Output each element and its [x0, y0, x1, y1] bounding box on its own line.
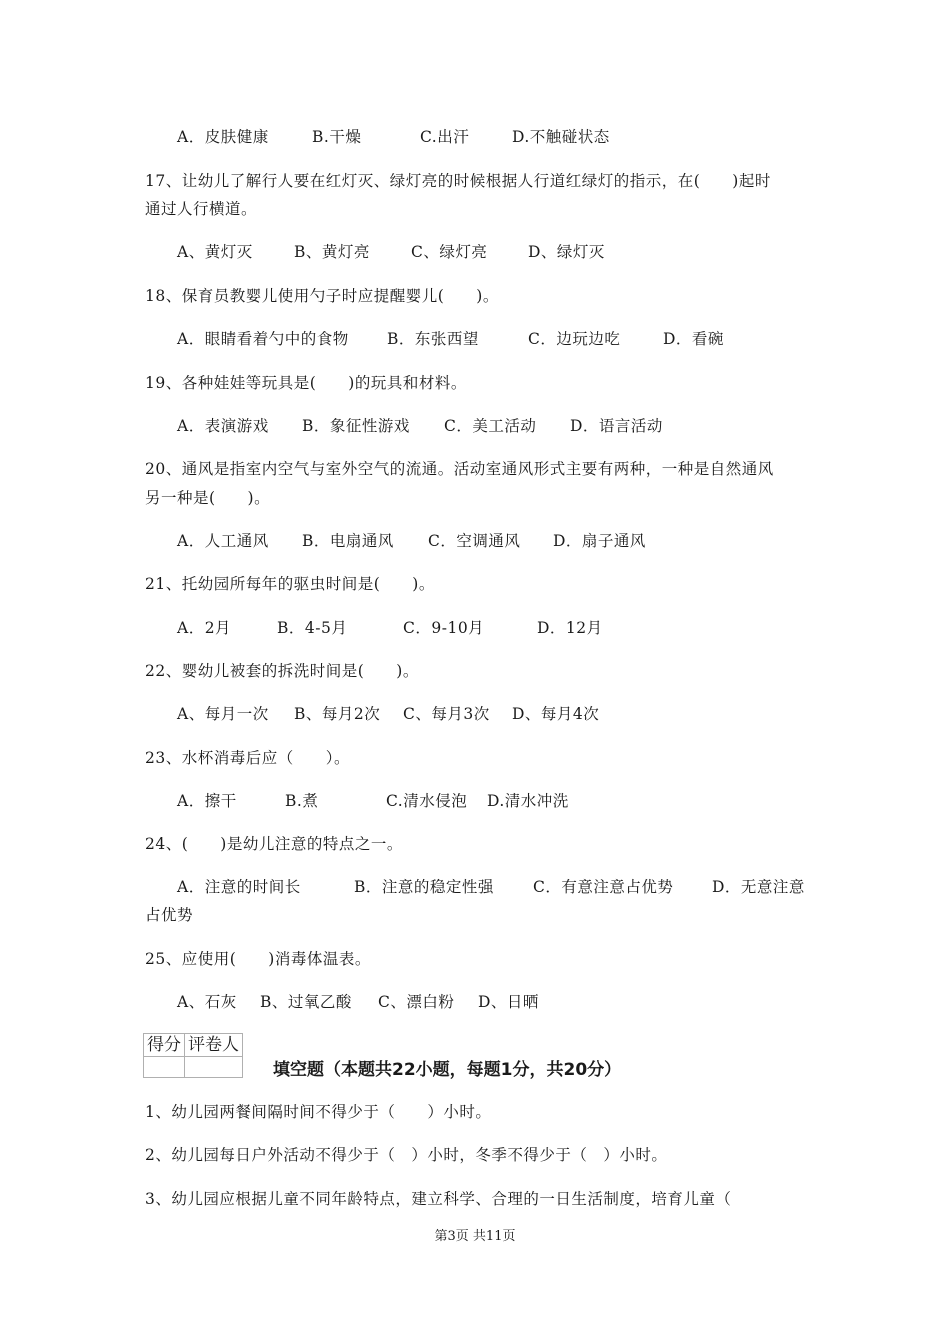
question-21-text: 21、托幼园所每年的驱虫时间是( )。 [145, 575, 435, 593]
option-c: C.出汗 [420, 128, 470, 146]
fill-question-1: 1、幼儿园两餐间隔时间不得少于（ ）小时。 [145, 1103, 492, 1121]
option-b: B．注意的稳定性强 [354, 878, 494, 896]
option-d: D、日晒 [478, 993, 539, 1011]
score-box [143, 1033, 243, 1078]
option-b: B.干燥 [312, 128, 362, 146]
option-c: C、漂白粉 [378, 993, 455, 1011]
question-25-text: 25、应使用( )消毒体温表。 [145, 950, 371, 968]
option-b: B、过氧乙酸 [260, 993, 352, 1011]
option-a: A．表演游戏 [177, 417, 269, 435]
page-footer: 第3页 共11页 [434, 1229, 516, 1244]
q24-option-d-wrap: 占优势 [145, 906, 194, 924]
option-d: D、每月4次 [512, 705, 600, 723]
question-20-text: 20、通风是指室内空气与室外空气的流通。活动室通风形式主要有两种，一种是自然通风 [145, 460, 774, 478]
option-d: D、绿灯灭 [528, 243, 605, 261]
option-d: D.清水冲洗 [487, 792, 569, 810]
option-c: C．边玩边吃 [528, 330, 621, 348]
option-a: A．擦干 [177, 792, 237, 810]
option-b: B、黄灯亮 [294, 243, 370, 261]
question-22-text: 22、婴幼儿被套的拆洗时间是( )。 [145, 662, 419, 680]
option-b: B．东张西望 [387, 330, 479, 348]
question-19-text: 19、各种娃娃等玩具是( )的玩具和材料。 [145, 374, 467, 392]
option-d: D.不触碰状态 [512, 128, 610, 146]
question-24-text: 24、( )是幼儿注意的特点之一。 [145, 835, 403, 853]
section-title: 填空题（本题共22小题，每题1分，共20分） [273, 1060, 622, 1080]
grader-label: 评卷人 [185, 1034, 243, 1057]
option-b: B．象征性游戏 [302, 417, 410, 435]
option-c: C．9-10月 [403, 619, 485, 637]
question-17-text-cont: 通过人行横道。 [145, 200, 258, 218]
option-d: D．看碗 [663, 330, 724, 348]
question-17-text: 17、让幼儿了解行人要在红灯灭、绿灯亮的时候根据人行道红绿灯的指示，在( )起时 [145, 172, 771, 190]
option-a: A．人工通风 [177, 532, 269, 550]
option-b: B．电扇通风 [302, 532, 394, 550]
option-a: A．皮肤健康 [177, 128, 269, 146]
option-c: C、每月3次 [403, 705, 490, 723]
question-18-text: 18、保育员教婴儿使用勺子时应提醒婴儿( )。 [145, 287, 499, 305]
option-a: A．2月 [177, 619, 232, 637]
option-a: A、每月一次 [177, 705, 269, 723]
option-c: C．美工活动 [444, 417, 537, 435]
option-a: A、黄灯灭 [177, 243, 253, 261]
option-d: D．语言活动 [570, 417, 663, 435]
fill-question-2: 2、幼儿园每日户外活动不得少于（ ）小时，冬季不得少于（ ）小时。 [145, 1146, 668, 1164]
option-d: D．12月 [537, 619, 603, 637]
fill-question-3: 3、幼儿园应根据儿童不同年龄特点，建立科学、合理的一日生活制度，培育儿童（ [145, 1190, 732, 1208]
question-20-text-cont: 另一种是( )。 [145, 489, 271, 507]
question-23-text: 23、水杯消毒后应（ ）。 [145, 749, 350, 767]
option-a: A、石灰 [177, 993, 237, 1011]
option-b: B.煮 [285, 792, 319, 810]
option-a: A．眼睛看着勺中的食物 [177, 330, 349, 348]
option-b: B．4-5月 [277, 619, 348, 637]
option-d: D．无意注意 [712, 878, 805, 896]
option-c: C、绿灯亮 [411, 243, 488, 261]
option-b: B、每月2次 [294, 705, 381, 723]
option-c: C．空调通风 [428, 532, 521, 550]
option-c: C．有意注意占优势 [533, 878, 674, 896]
score-label: 得分 [144, 1034, 185, 1057]
option-a: A．注意的时间长 [177, 878, 301, 896]
option-d: D．扇子通风 [553, 532, 646, 550]
option-c: C.清水侵泡 [386, 792, 468, 810]
grader-cell [185, 1057, 243, 1078]
score-cell [144, 1057, 185, 1078]
